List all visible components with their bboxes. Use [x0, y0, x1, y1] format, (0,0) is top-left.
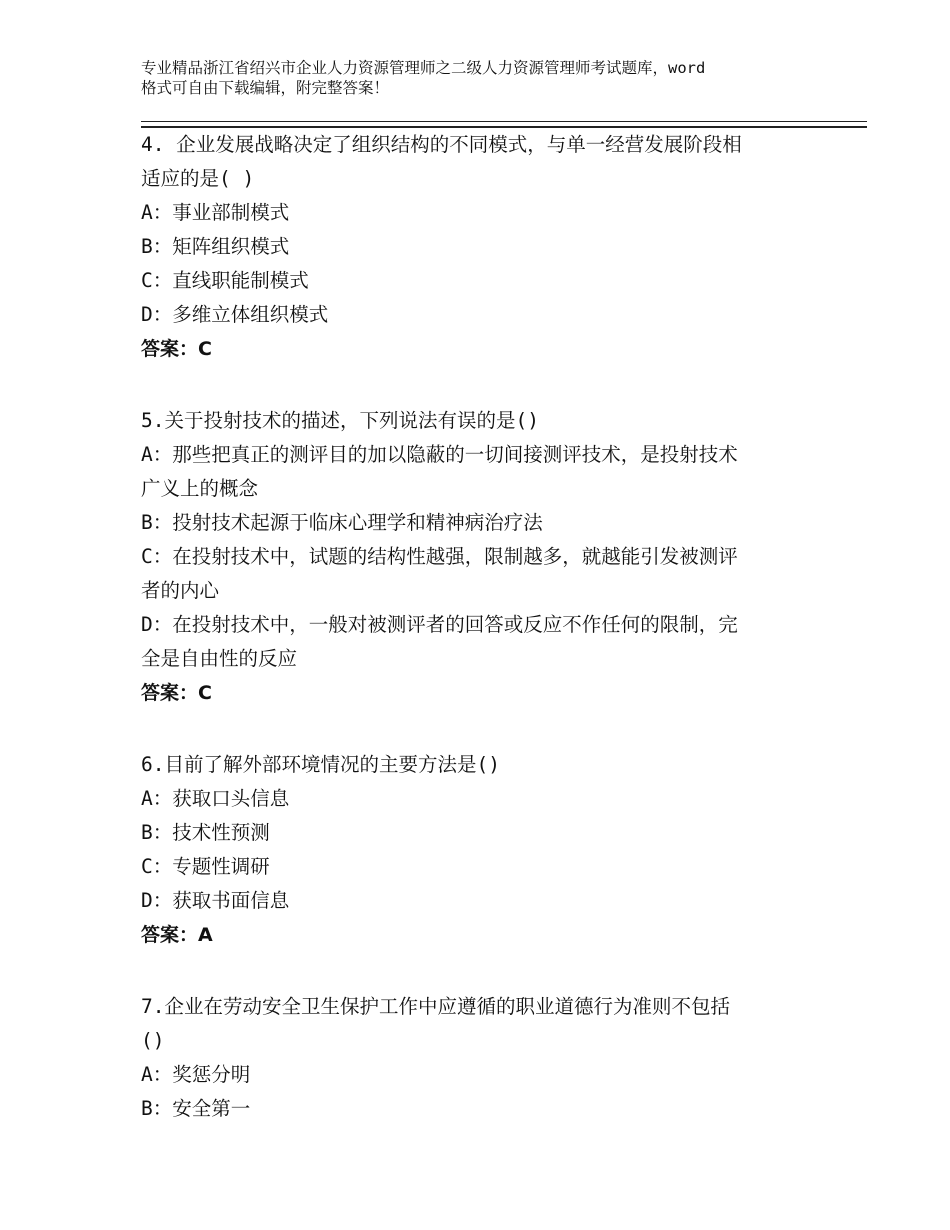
answer-label: 答案：C: [141, 338, 212, 360]
question-stem: 5.关于投射技术的描述，下列说法有误的是(): [141, 409, 539, 432]
header-line-2: 格式可自由下载编辑，附完整答案！: [141, 79, 390, 97]
header-divider: [141, 121, 867, 128]
option-d: D：在投射技术中，一般对被测评者的回答或反应不作任何的限制，完: [141, 613, 738, 636]
option-d-continued: 全是自由性的反应: [141, 647, 298, 670]
header-line-1: 专业精品浙江省绍兴市企业人力资源管理师之二级人力资源管理师考试题库，word: [141, 59, 706, 77]
question-stem: 4. 企业发展战略决定了组织结构的不同模式，与单一经营发展阶段相: [141, 133, 742, 156]
question-4: [141, 128, 821, 366]
option-a: A：那些把真正的测评目的加以隐蔽的一切间接测评技术，是投射技术: [141, 443, 738, 466]
question-7: [141, 990, 821, 1126]
question-stem: (): [141, 1029, 165, 1052]
option-b: B：安全第一: [141, 1097, 251, 1120]
option-a: A：获取口头信息: [141, 787, 290, 810]
option-b: B：投射技术起源于临床心理学和精神病治疗法: [141, 511, 543, 534]
document-header: [141, 58, 841, 98]
option-d: D：获取书面信息: [141, 889, 290, 912]
question-stem: 适应的是( ): [141, 167, 255, 190]
option-a: A：事业部制模式: [141, 201, 290, 224]
option-b: B：矩阵组织模式: [141, 235, 290, 258]
question-stem: 6.目前了解外部环境情况的主要方法是(): [141, 753, 500, 776]
answer-label: 答案：A: [141, 924, 213, 946]
question-5: [141, 404, 821, 710]
option-d: D：多维立体组织模式: [141, 303, 329, 326]
option-a: A：奖惩分明: [141, 1063, 251, 1086]
question-list: [141, 128, 821, 1164]
option-c: C：在投射技术中，试题的结构性越强，限制越多，就越能引发被测评: [141, 545, 738, 568]
question-stem: 7.企业在劳动安全卫生保护工作中应遵循的职业道德行为准则不包括: [141, 995, 730, 1018]
option-c: C：专题性调研: [141, 855, 270, 878]
answer-label: 答案：C: [141, 682, 212, 704]
question-6: [141, 748, 821, 952]
option-c: C：直线职能制模式: [141, 269, 309, 292]
option-a-continued: 广义上的概念: [141, 477, 259, 500]
option-c-continued: 者的内心: [141, 579, 220, 602]
option-b: B：技术性预测: [141, 821, 270, 844]
